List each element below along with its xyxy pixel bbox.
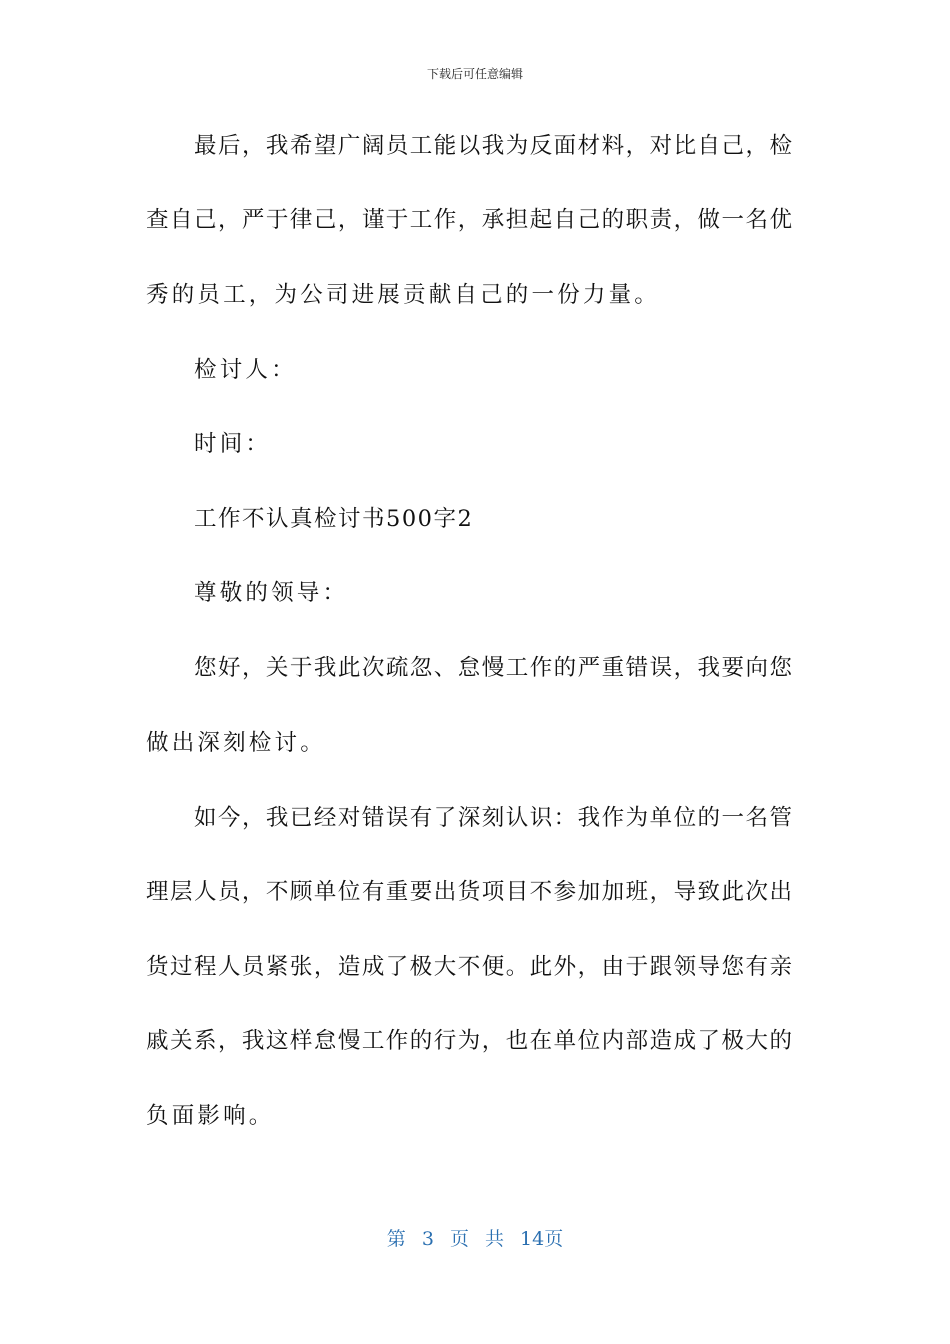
paragraph-3-line-3: 货过程人员紧张，造成了极大不便。此外，由于跟领导您有亲 [146, 954, 792, 980]
paragraph-3-line-2: 理层人员，不顾单位有重要出货项目不参加加班，导致此次出 [146, 879, 792, 905]
paragraph-2-line-1: 您好，关于我此次疏忽、怠慢工作的严重错误，我要向您 [194, 655, 792, 681]
paragraph-3-line-5: 负面影响。 [146, 1103, 275, 1129]
paragraph-1-line-2: 查自己，严于律己，谨于工作，承担起自己的职责，做一名优 [146, 207, 792, 233]
paragraph-1-line-1: 最后，我希望广阔员工能以我为反面材料，对比自己，检 [194, 133, 792, 159]
page-number-footer: 第 3 页 共 14页 [386, 1228, 564, 1250]
paragraph-2-line-2: 做出深刻检讨。 [146, 730, 326, 756]
paragraph-1-line-3: 秀的员工，为公司进展贡献自己的一份力量。 [146, 282, 661, 308]
paragraph-3-line-1: 如今，我已经对错误有了深刻认识：我作为单位的一名管 [194, 805, 792, 831]
salutation: 尊敬的领导： [194, 580, 349, 606]
section-title: 工作不认真检讨书500字2 [194, 506, 474, 532]
paragraph-3-line-4: 戚关系，我这样怠慢工作的行为，也在单位内部造成了极大的 [146, 1028, 792, 1054]
signer-label: 检讨人： [194, 357, 297, 383]
page-header-note: 下载后可任意编辑 [426, 67, 523, 81]
time-label: 时间： [194, 431, 272, 457]
